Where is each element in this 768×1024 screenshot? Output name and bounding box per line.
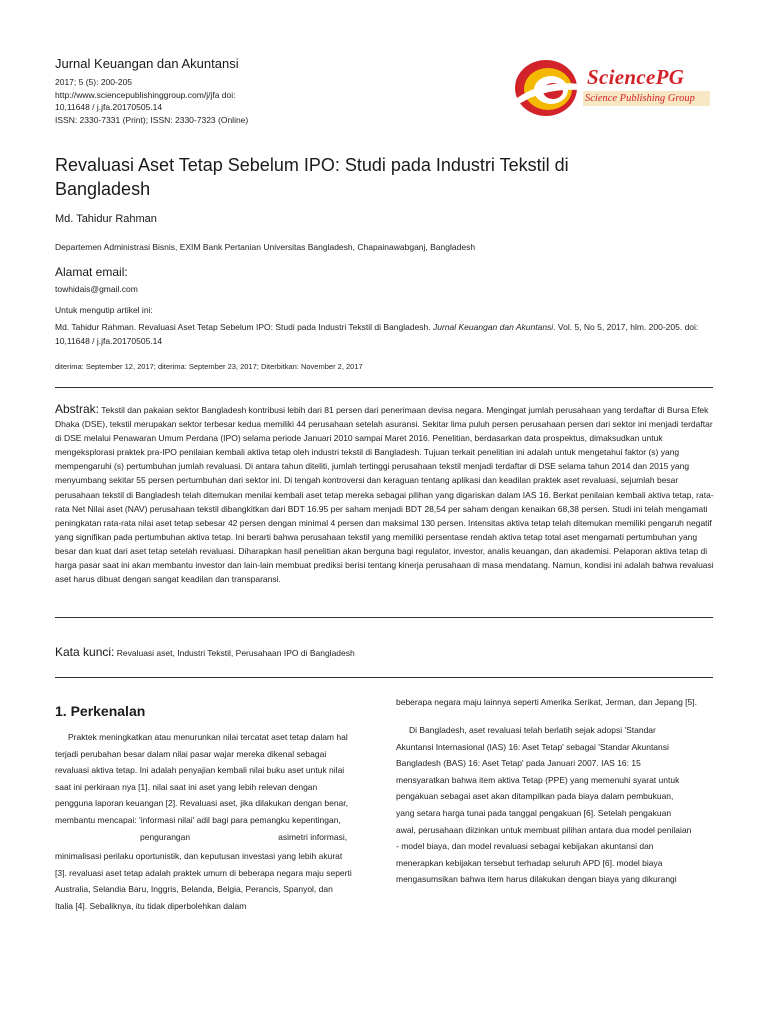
body-line: Di Bangladesh, aset revaluasi telah berlatih sejak adopsi 'Standar xyxy=(409,725,656,735)
body-line: [3]. revaluasi aset tetap adalah praktek umum di beberapa negara maju seperti xyxy=(55,867,352,878)
abstract-text: Tekstil dan pakaian sektor Bangladesh kontribusi lebih dari 81 persen dari penerimaan devisa negara. Mengingat jumlah perusahaan yang terdaftar di Bursa Efek Dhaka (DSE), tekstil merupakan sektor terbesar kedua memiliki 44 perusahaan setelah asuransi. Sekitar lima puluh persen perusahaan persen dari sektor ini menjadi terdaftar di DSE melalui Penawaran Umum Perdana (IPO) selama periode Januari 2010 sampai Maret 2016. Penelitian, berdasarkan data prospektus, dimaksudkan untuk mengeksplorasi praktek pra-IPO penilaian kembali aktiva tetap oleh industri tekstil di Bangladesh. Tujuan terkait penelitian ini adalah untuk mengetahui faktor (s) yang mempengaruhi (s) pertumbuhan jumlah revaluasi. Di antara tahun diteliti, jumlah tertinggi perusahaan tekstil menjadi terdaftar di DSE selama tahun 2014 dan 2015 yang menyumbang sekitar 55 persen pertumbuhan dari sektor ini. Di tengah kontroversi dan keraguan tentang aplikasi dan keadilan praktek aset revaluasi, sejumlah besar perusahaan tekstil di Bangladesh telah ditemukan menilai kembali aset tetap mereka sebagai pilihan yang digariskan dalam IAS 16. Berkat penilaian kembali aktiva tetap, rata-rata Net Nilai aset (NAV) perusahaan tekstil dibangkitkan dari BDT 16.95 per saham menjadi BDT 28,54 per saham dengan kenaikan 68,38 persen. Studi ini telah mengamati peningkatan rata-rata nilai aset tetap sebesar 42 persen dengan minimal 4 persen dan maksimal 130 persen. Intensitas aktiva tetap telah ditemukan memiliki pengaruh negatif yang signifikan pada pertumbuhan aktiva tetap. Ini berarti bahwa perusahaan tekstil yang memiliki persentase rendah aktiva tetap total aset mengamati pertumbuhan yang besar dan kuat dari aset tetap setelah revaluasi. Diharapkan hasil penelitian akan berguna bagi regulator, investor, analis keuangan, dan akademisi. Pelaporan aktiva tetap di harga pasar saat ini akan membantu investor dan lain-lain membuat prediksi berisi tentang kinerja perusahaan di masa mendatang. Namun, kondisi ini adalah bahwa revaluasi aset harus dibuat dengan sangat keadilan dan transparansi. xyxy=(55,405,714,585)
body-line: terjadi perubahan besar dalam nilai pasar wajar mereka dikenal sebagai xyxy=(55,748,327,759)
section-heading: 1. Perkenalan xyxy=(55,703,146,719)
body-line: minimalisasi perilaku oportunistik, dan keputusan investasi yang lebih akurat xyxy=(55,851,343,861)
divider-bottom xyxy=(55,677,713,678)
email-heading: Alamat email: xyxy=(55,265,128,279)
logo-title: SciencePG xyxy=(587,65,685,89)
logo-subtitle: Science Publishing Group xyxy=(585,93,695,104)
sciencepg-logo-icon xyxy=(513,58,579,118)
left-column-paragraph-1 xyxy=(55,729,348,829)
body-line: awal, perusahaan diizinkan untuk membuat pilihan antara dua model penilaian xyxy=(396,824,692,835)
body-line: Bangladesh (BAS) 16: Aset Tetap' pada Januari 2007. IAS 16: 15 xyxy=(396,758,641,769)
body-line: pengakuan sebagai aset akan ditampilkan pada biaya dalam pembukuan, xyxy=(396,791,674,802)
citation-part-1: Md. Tahidur Rahman. Revaluasi Aset Tetap Sebelum IPO: Studi pada Industri Tekstil di Bangladesh. xyxy=(55,322,433,332)
body-line: membantu mencapai: 'informasi nilai' adil bagi para pemangku kepentingan, xyxy=(55,814,341,825)
citation-heading: Untuk mengutip artikel ini: xyxy=(55,305,153,315)
right-column-paragraph xyxy=(396,722,691,888)
body-line: Australia, Selandia Baru, Inggris, Belanda, Belgia, Perancis, Spanyol, dan xyxy=(55,884,333,895)
body-line: - model biaya, dan model revaluasi sebagai kebijakan akuntansi dan xyxy=(396,841,654,852)
article-dates: diterima: September 12, 2017; diterima: September 23, 2017; Diterbitkan: November 2, 2017 xyxy=(55,362,363,371)
journal-issue: 2017; 5 (5): 200-205 xyxy=(55,77,133,87)
divider-top xyxy=(55,387,713,388)
keywords-text: Revaluasi aset, Industri Tekstil, Perusahaan IPO di Bangladesh xyxy=(116,648,355,658)
body-line: Akuntansi Internasional (IAS) 16: Aset Tetap' sebagai 'Standar Akuntansi xyxy=(396,741,669,752)
body-line: menerapkan kebijakan tersebut terhadap seluruh APD [6]. model biaya xyxy=(396,857,663,868)
body-word: asimetri informasi, xyxy=(278,832,348,842)
keywords-label: Kata kunci: xyxy=(55,645,115,659)
body-line: revaluasi aktiva tetap. Ini adalah penyajian kembali nilai buku aset untuk nilai xyxy=(55,765,345,776)
body-word: pengurangan xyxy=(140,832,191,842)
keywords xyxy=(55,645,355,659)
publisher-logo xyxy=(513,58,713,118)
journal-url-doi[interactable]: http://www.sciencepublishinggroup.com/j/jfa doi: xyxy=(55,89,236,100)
citation-journal: Jurnal Keuangan dan Akuntansi xyxy=(433,322,554,332)
abstract xyxy=(55,402,715,586)
author-name: Md. Tahidur Rahman xyxy=(55,213,157,225)
author-affiliation: Departemen Administrasi Bisnis, EXIM Bank Pertanian Universitas Bangladesh, Chapainawabganj, Bangladesh xyxy=(55,242,476,252)
citation-part-2: . Vol. 5, No 5, 2017, hlm. 200-205. doi: 10,11648 / j.jfa.20170505.14 xyxy=(55,322,699,346)
left-column-gap-line xyxy=(140,829,347,846)
body-line: beberapa negara maju lainnya seperti Amerika Serikat, Jerman, dan Jepang [5]. xyxy=(396,697,697,707)
journal-issn: ISSN: 2330-7331 (Print); ISSN: 2330-7323 (Online) xyxy=(55,114,249,125)
article-title: Revaluasi Aset Tetap Sebelum IPO: Studi pada Industri Tekstil di Bangladesh xyxy=(55,155,569,199)
body-line: pengguna laporan keuangan [2]. Revaluasi aset, jika dilakukan dengan benar, xyxy=(55,798,348,809)
citation-text xyxy=(55,320,705,348)
left-column-paragraph-2 xyxy=(55,848,352,914)
abstract-label: Abstrak: xyxy=(55,402,100,416)
body-line: Italia [4]. Sebaliknya, itu tidak diperbolehkan dalam xyxy=(55,900,247,911)
right-column-continuation xyxy=(396,694,697,711)
author-email[interactable]: towhidais@gmail.com xyxy=(55,284,138,294)
body-line: yang setara harga tunai pada tanggal pengakuan [6]. Setelah pengakuan xyxy=(396,807,672,818)
journal-header xyxy=(55,56,475,126)
journal-doi-number: 10,11648 / j.jfa.20170505.14 xyxy=(55,102,163,112)
body-line: saat ini perkiraan nya [1]. nilai saat ini aset yang lebih relevan dengan xyxy=(55,781,318,792)
body-line: mensyaratkan bahwa item aktiva Tetap (PPE) yang memenuhi syarat untuk xyxy=(396,774,680,785)
journal-name: Jurnal Keuangan dan Akuntansi xyxy=(55,56,239,71)
body-line: mengasumsikan bahwa item harus dilakukan dengan biaya yang dikurangi xyxy=(396,874,677,885)
divider-middle xyxy=(55,617,713,618)
body-line: Praktek meningkatkan atau menurunkan nilai tercatat aset tetap dalam hal xyxy=(68,732,348,742)
